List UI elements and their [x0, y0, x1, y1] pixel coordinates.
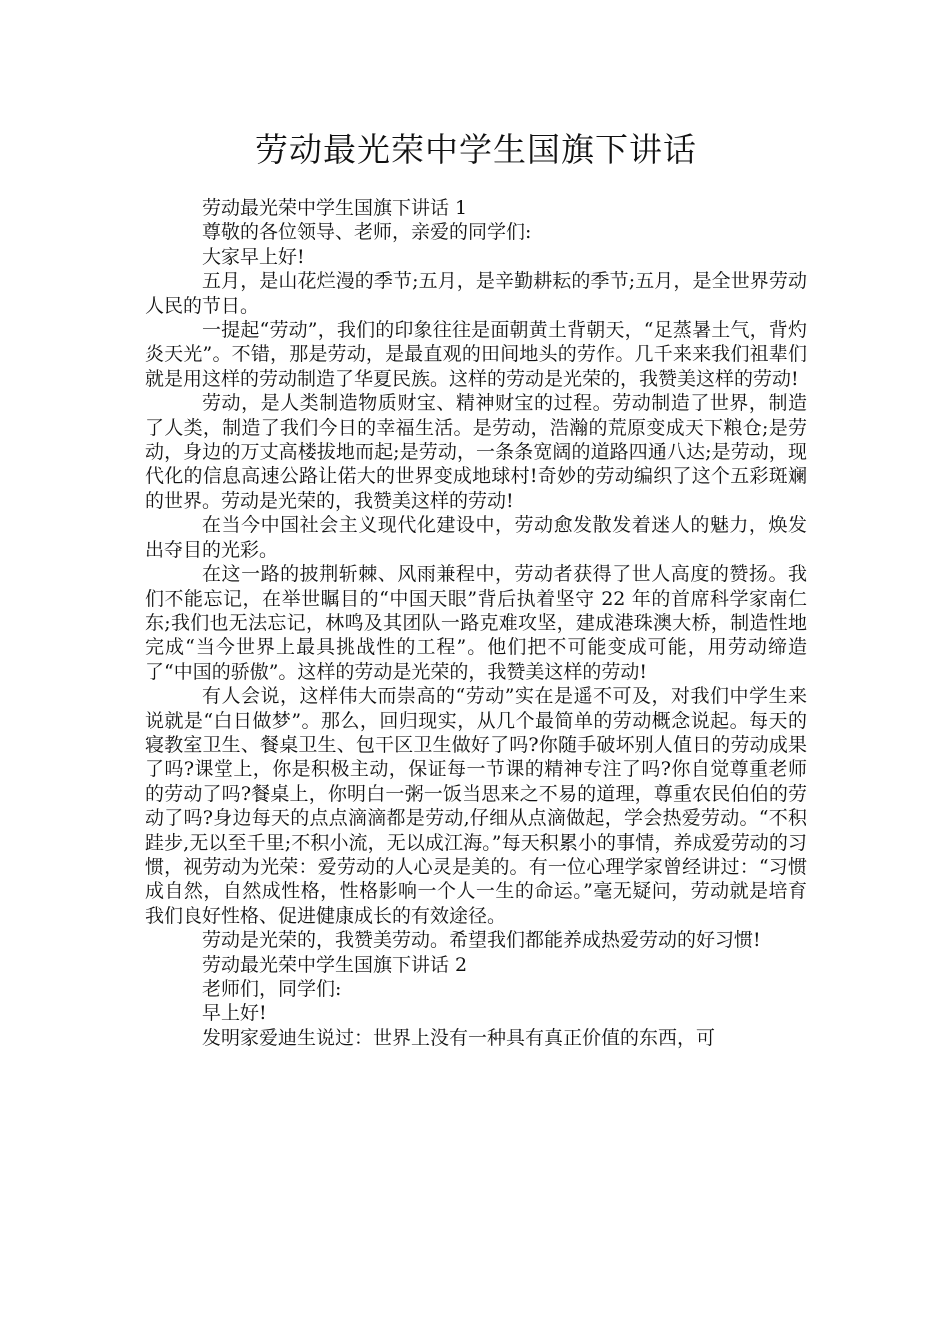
paragraph: 劳动，是人类制造物质财宝、精神财宝的过程。劳动制造了世界，制造了人类，制造了我们今日的幸福生活。是劳动，浩瀚的荒原变成天下粮仓;是劳动，身边的万丈高楼拔地而起;是劳动，一条条宽阔的道路四通八达;是劳动，现代化的信息高速公路让偌大的世界变成地球村!奇妙的劳动编织了这个五彩斑斓的世界。劳动是光荣的，我赞美这样的劳动!: [145, 392, 807, 512]
paragraph-salutation-1: 尊敬的各位领导、老师，亲爱的同学们:: [202, 221, 532, 244]
paragraph-greeting-2: 早上好!: [202, 1002, 267, 1025]
paragraph: 一提起“劳动”，我们的印象往往是面朝黄土背朝天，“足蒸暑土气，背灼炎天光”。不错，那是劳动，是最直观的田间地头的劳作。几千来来我们祖辈们就是用这样的劳动制造了华夏民族。这样的劳动是光荣的，我赞美这样的劳动!: [145, 319, 807, 390]
paragraph: 劳动是光荣的，我赞美劳动。希望我们都能养成热爱劳动的好习惯!: [202, 929, 761, 952]
paragraph-heading-2: 劳动最光荣中学生国旗下讲话 2: [202, 953, 468, 976]
paragraph-greeting-1: 大家早上好!: [202, 245, 305, 268]
paragraph: 五月，是山花烂漫的季节;五月，是辛勤耕耘的季节;五月，是全世界劳动人民的节日。: [145, 270, 807, 317]
paragraph: 有人会说，这样伟大而崇高的“劳动”实在是遥不可及，对我们中学生来说就是“白日做梦”。那么，回归现实，从几个最简单的劳动概念说起。每天的寝教室卫生、餐桌卫生、包干区卫生做好了吗?你随手破坏别人值日的劳动成果了吗?课堂上，你是积极主动，保证每一节课的精神专注了吗?你自觉尊重老师的劳动了吗?餐桌上，你明白一粥一饭当思来之不易的道理，尊重农民伯伯的劳动了吗?身边每天的点点滴滴都是劳动,仔细从点滴做起，学会热爱劳动。“不积跬步,无以至千里;不积小流，无以成江海。”每天积累小的事情，养成爱劳动的习惯，视劳动为光荣：爱劳动的人心灵是美的。有一位心理学家曾经讲过：“习惯成自然，自然成性格，性格影响一个人一生的命运。”毫无疑问，劳动就是培育我们良好性格、促进健康成长的有效途径。: [145, 685, 807, 927]
paragraph: 在当今中国社会主义现代化建设中，劳动愈发散发着迷人的魅力，焕发出夺目的光彩。: [145, 514, 807, 561]
document-title: 劳动最光荣中学生国旗下讲话: [255, 130, 697, 169]
paragraph-salutation-2: 老师们，同学们:: [202, 978, 342, 1000]
paragraph: 发明家爱迪生说过：世界上没有一种具有真正价值的东西，可: [202, 1026, 716, 1049]
paragraph-heading-1: 劳动最光荣中学生国旗下讲话 1: [202, 197, 468, 219]
paragraph: 在这一路的披荆斩棘、风雨兼程中，劳动者获得了世人高度的赞扬。我们不能忘记，在举世瞩目的“中国天眼”背后执着坚守 22 年的首席科学家南仁东;我们也无法忘记，林鸣及其团队一路克难攻坚，建成港珠澳大桥，制造性地完成“当今世界上最具挑战性的工程”。他们把不可能变成可能，用劳动缔造了“中国的骄傲”。这样的劳动是光荣的，我赞美这样的劳动!: [145, 563, 807, 683]
document-body: [145, 196, 807, 1050]
